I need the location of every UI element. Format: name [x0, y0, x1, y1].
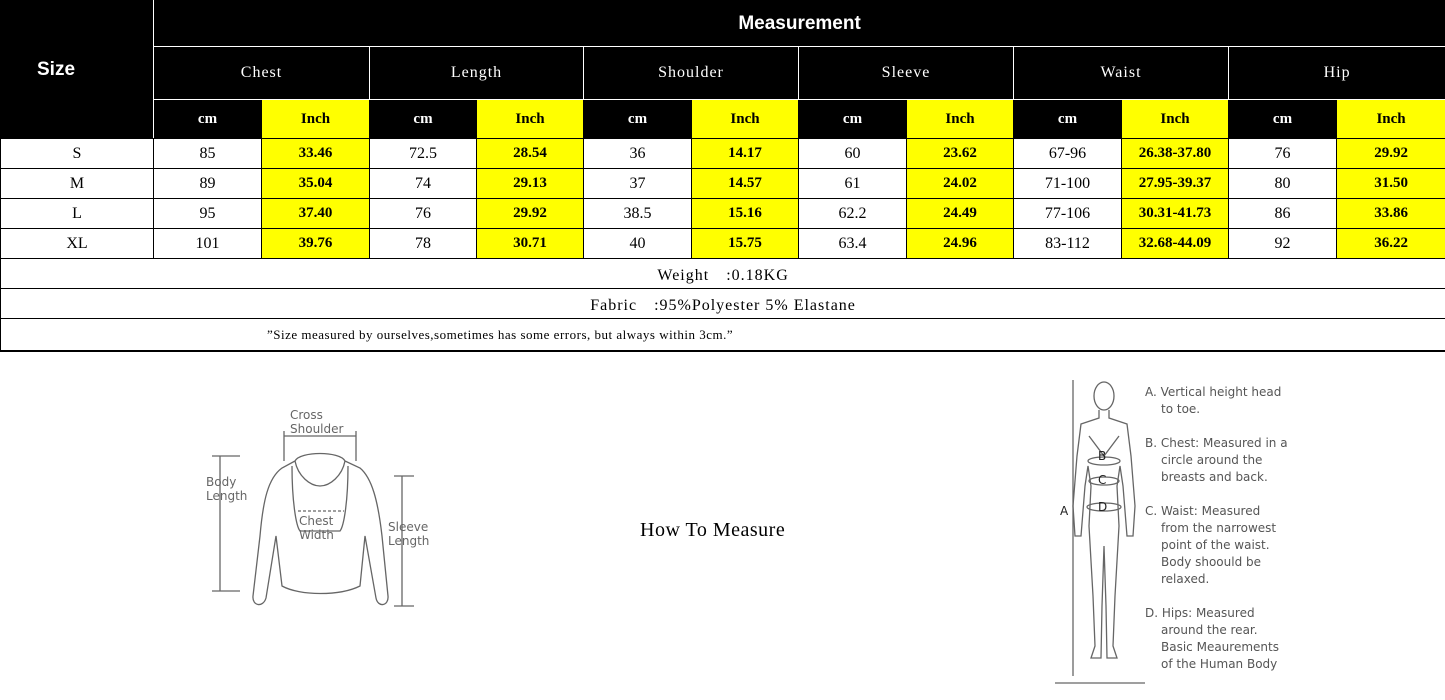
- group-header-hip: Hip: [1229, 47, 1445, 100]
- group-header-sleeve: Sleeve: [799, 47, 1014, 100]
- cm-value-cell: 95: [154, 199, 262, 229]
- unit-cm: cm: [1229, 100, 1337, 139]
- size-cell: XL: [1, 229, 154, 259]
- cm-value-cell: 80: [1229, 169, 1337, 199]
- measure-guide-section: [0, 350, 1445, 700]
- unit-inch: Inch: [907, 100, 1014, 139]
- inch-value-cell: 29.13: [477, 169, 584, 199]
- cm-value-cell: 61: [799, 169, 907, 199]
- inch-value-cell: 14.57: [692, 169, 799, 199]
- cross-shoulder-label: Cross: [290, 408, 323, 422]
- group-header-chest: Chest: [154, 47, 370, 100]
- svg-text:Length: Length: [388, 534, 429, 548]
- how-to-measure-title: How To Measure: [640, 519, 785, 542]
- group-header-shoulder: Shoulder: [584, 47, 799, 100]
- table-row: [1, 169, 1445, 199]
- cm-value-cell: 76: [370, 199, 477, 229]
- inch-value-cell: 24.96: [907, 229, 1014, 259]
- inch-value-cell: 24.49: [907, 199, 1014, 229]
- cm-value-cell: 38.5: [584, 199, 692, 229]
- svg-text:Shoulder: Shoulder: [290, 422, 344, 436]
- cm-value-cell: 37: [584, 169, 692, 199]
- svg-text:Width: Width: [299, 528, 334, 542]
- unit-cm: cm: [799, 100, 907, 139]
- cm-value-cell: 86: [1229, 199, 1337, 229]
- cm-value-cell: 74: [370, 169, 477, 199]
- inch-value-cell: 14.17: [692, 139, 799, 169]
- inch-value-cell: 33.86: [1337, 199, 1445, 229]
- inch-value-cell: 37.40: [262, 199, 370, 229]
- inch-value-cell: 32.68-44.09: [1122, 229, 1229, 259]
- size-cell: L: [1, 199, 154, 229]
- cm-value-cell: 89: [154, 169, 262, 199]
- unit-cm: cm: [154, 100, 262, 139]
- cm-value-cell: 77-106: [1014, 199, 1122, 229]
- body-legend: A. Vertical height head to toe. B. Chest: Measured in a circle around the breasts and back. C. Waist: Measured from the narrowest point of the waist. Body shoould be relaxed. D. Hips: Measured around the rear. Basic Meaurements of the Human Body: [1145, 384, 1288, 673]
- unit-cm: cm: [370, 100, 477, 139]
- unit-cm: cm: [584, 100, 692, 139]
- cm-value-cell: 101: [154, 229, 262, 259]
- measurement-header: Measurement: [154, 1, 1445, 47]
- inch-value-cell: 23.62: [907, 139, 1014, 169]
- cm-value-cell: 92: [1229, 229, 1337, 259]
- table-row: [1, 229, 1445, 259]
- unit-inch: Inch: [1122, 100, 1229, 139]
- measurement-note: ”Size measured by ourselves,sometimes has some errors, but always within 3cm.”: [1, 319, 1445, 352]
- group-header-length: Length: [370, 47, 584, 100]
- inch-value-cell: 15.16: [692, 199, 799, 229]
- cm-value-cell: 83-112: [1014, 229, 1122, 259]
- shirt-diagram-icon: [200, 406, 460, 636]
- unit-inch: Inch: [692, 100, 799, 139]
- unit-inch: Inch: [1337, 100, 1445, 139]
- cm-value-cell: 78: [370, 229, 477, 259]
- sleeve-length-label: Sleeve: [388, 520, 428, 534]
- table-row: [1, 139, 1445, 169]
- group-header-waist: Waist: [1014, 47, 1229, 100]
- inch-value-cell: 27.95-39.37: [1122, 169, 1229, 199]
- inch-value-cell: 35.04: [262, 169, 370, 199]
- cm-value-cell: 60: [799, 139, 907, 169]
- inch-value-cell: 15.75: [692, 229, 799, 259]
- cm-value-cell: 63.4: [799, 229, 907, 259]
- inch-value-cell: 31.50: [1337, 169, 1445, 199]
- table-row: [1, 199, 1445, 229]
- inch-value-cell: 29.92: [1337, 139, 1445, 169]
- unit-cm: cm: [1014, 100, 1122, 139]
- cm-value-cell: 76: [1229, 139, 1337, 169]
- cm-value-cell: 40: [584, 229, 692, 259]
- cm-value-cell: 36: [584, 139, 692, 169]
- inch-value-cell: 28.54: [477, 139, 584, 169]
- chest-width-label: Chest: [299, 514, 334, 528]
- cm-value-cell: 72.5: [370, 139, 477, 169]
- fabric-info: Fabric :95%Polyester 5% Elastane: [1, 289, 1445, 319]
- unit-inch: Inch: [262, 100, 370, 139]
- inch-value-cell: 30.71: [477, 229, 584, 259]
- marker-b: B: [1098, 449, 1106, 463]
- cm-value-cell: 85: [154, 139, 262, 169]
- marker-d: D: [1098, 500, 1107, 514]
- cm-value-cell: 71-100: [1014, 169, 1122, 199]
- size-header: Size: [1, 1, 154, 139]
- marker-c: C: [1098, 473, 1106, 487]
- cm-value-cell: 67-96: [1014, 139, 1122, 169]
- body-length-label: Body: [206, 475, 236, 489]
- cm-value-cell: 62.2: [799, 199, 907, 229]
- inch-value-cell: 30.31-41.73: [1122, 199, 1229, 229]
- inch-value-cell: 33.46: [262, 139, 370, 169]
- inch-value-cell: 29.92: [477, 199, 584, 229]
- inch-value-cell: 24.02: [907, 169, 1014, 199]
- inch-value-cell: 36.22: [1337, 229, 1445, 259]
- unit-inch: Inch: [477, 100, 584, 139]
- svg-text:Length: Length: [206, 489, 247, 503]
- size-cell: M: [1, 169, 154, 199]
- size-cell: S: [1, 139, 154, 169]
- marker-a: A: [1060, 504, 1069, 518]
- inch-value-cell: 26.38-37.80: [1122, 139, 1229, 169]
- weight-info: Weight :0.18KG: [1, 259, 1445, 289]
- inch-value-cell: 39.76: [262, 229, 370, 259]
- body-figure-icon: [1055, 376, 1145, 686]
